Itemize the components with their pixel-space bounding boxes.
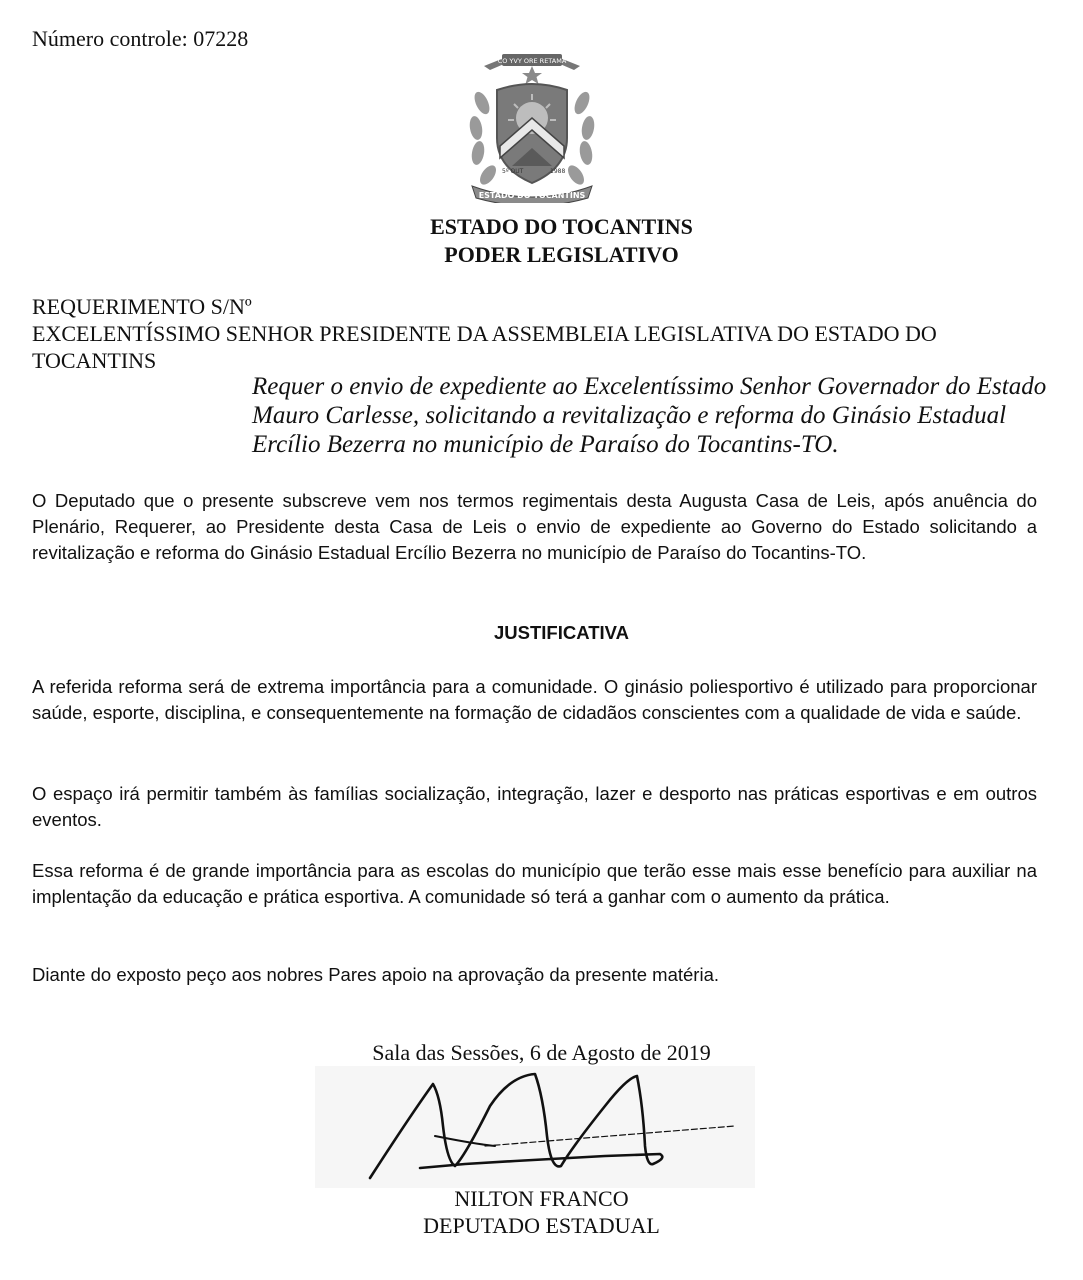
signer-role: DEPUTADO ESTADUAL [423, 1213, 660, 1238]
crest-date-left: 5º OUT [502, 168, 524, 175]
request-number: REQUERIMENTO S/Nº [32, 294, 252, 319]
justification-paragraph: O espaço irá permitir também às famílias socialização, integração, lazer e desporto nas práticas esportivas e em outros eventos. [32, 783, 1037, 830]
header-power: PODER LEGISLATIVO [444, 242, 679, 267]
coat-of-arms-icon [462, 48, 602, 203]
crest-date-right: 1988 [550, 168, 566, 175]
crest-ribbon-text: ESTADO DO TOCANTINS [478, 191, 586, 200]
request-summary: Requer o envio de expediente ao Excelentíssimo Senhor Governador do Estado Mauro Carlesse, solicitando a revitalização e reforma do Ginásio Estadual Ercílio Bezerra no município de Paraíso do Tocantins-TO. [252, 373, 1047, 458]
place-date: Sala das Sessões, 6 de Agosto de 2019 [372, 1040, 711, 1065]
handwritten-signature [315, 1066, 755, 1188]
signer-name: NILTON FRANCO [454, 1186, 629, 1211]
header-state: ESTADO DO TOCANTINS [430, 214, 693, 239]
request-addressee: EXCELENTÍSSIMO SENHOR PRESIDENTE DA ASSEMBLEIA LEGISLATIVA DO ESTADO DO TOCANTINS [32, 321, 937, 373]
justification-paragraph: A referida reforma será de extrema importância para a comunidade. O ginásio poliesportivo é utilizado para proporcionar saúde, esporte, disciplina, e consequentemente na formação de cidadãos conscientes com a qualidade de vida e saúde. [32, 676, 1037, 723]
control-number: Número controle: 07228 [32, 26, 249, 51]
justification-title: JUSTIFICATIVA [494, 622, 629, 643]
crest-motto: CO YVY ORE RETAMA [497, 57, 567, 65]
justification-paragraph: Essa reforma é de grande importância para as escolas do município que terão esse mais esse benefício para auxiliar na implentação da educação e prática esportiva. A comunidade só terá a ganhar com o aumento da prática. [32, 860, 1037, 907]
justification-paragraph: Diante do exposto peço aos nobres Pares apoio na aprovação da presente matéria. [32, 964, 720, 985]
request-body: O Deputado que o presente subscreve vem nos termos regimentais desta Augusta Casa de Leis, após anuência do Plenário, Requerer, ao Presidente desta Casa de Leis o envio de expediente ao Governo do Estado solicitando a revitalização e reforma do Ginásio Estadual Ercílio Bezerra no município de Paraíso do Tocantins-TO. [32, 490, 1037, 563]
